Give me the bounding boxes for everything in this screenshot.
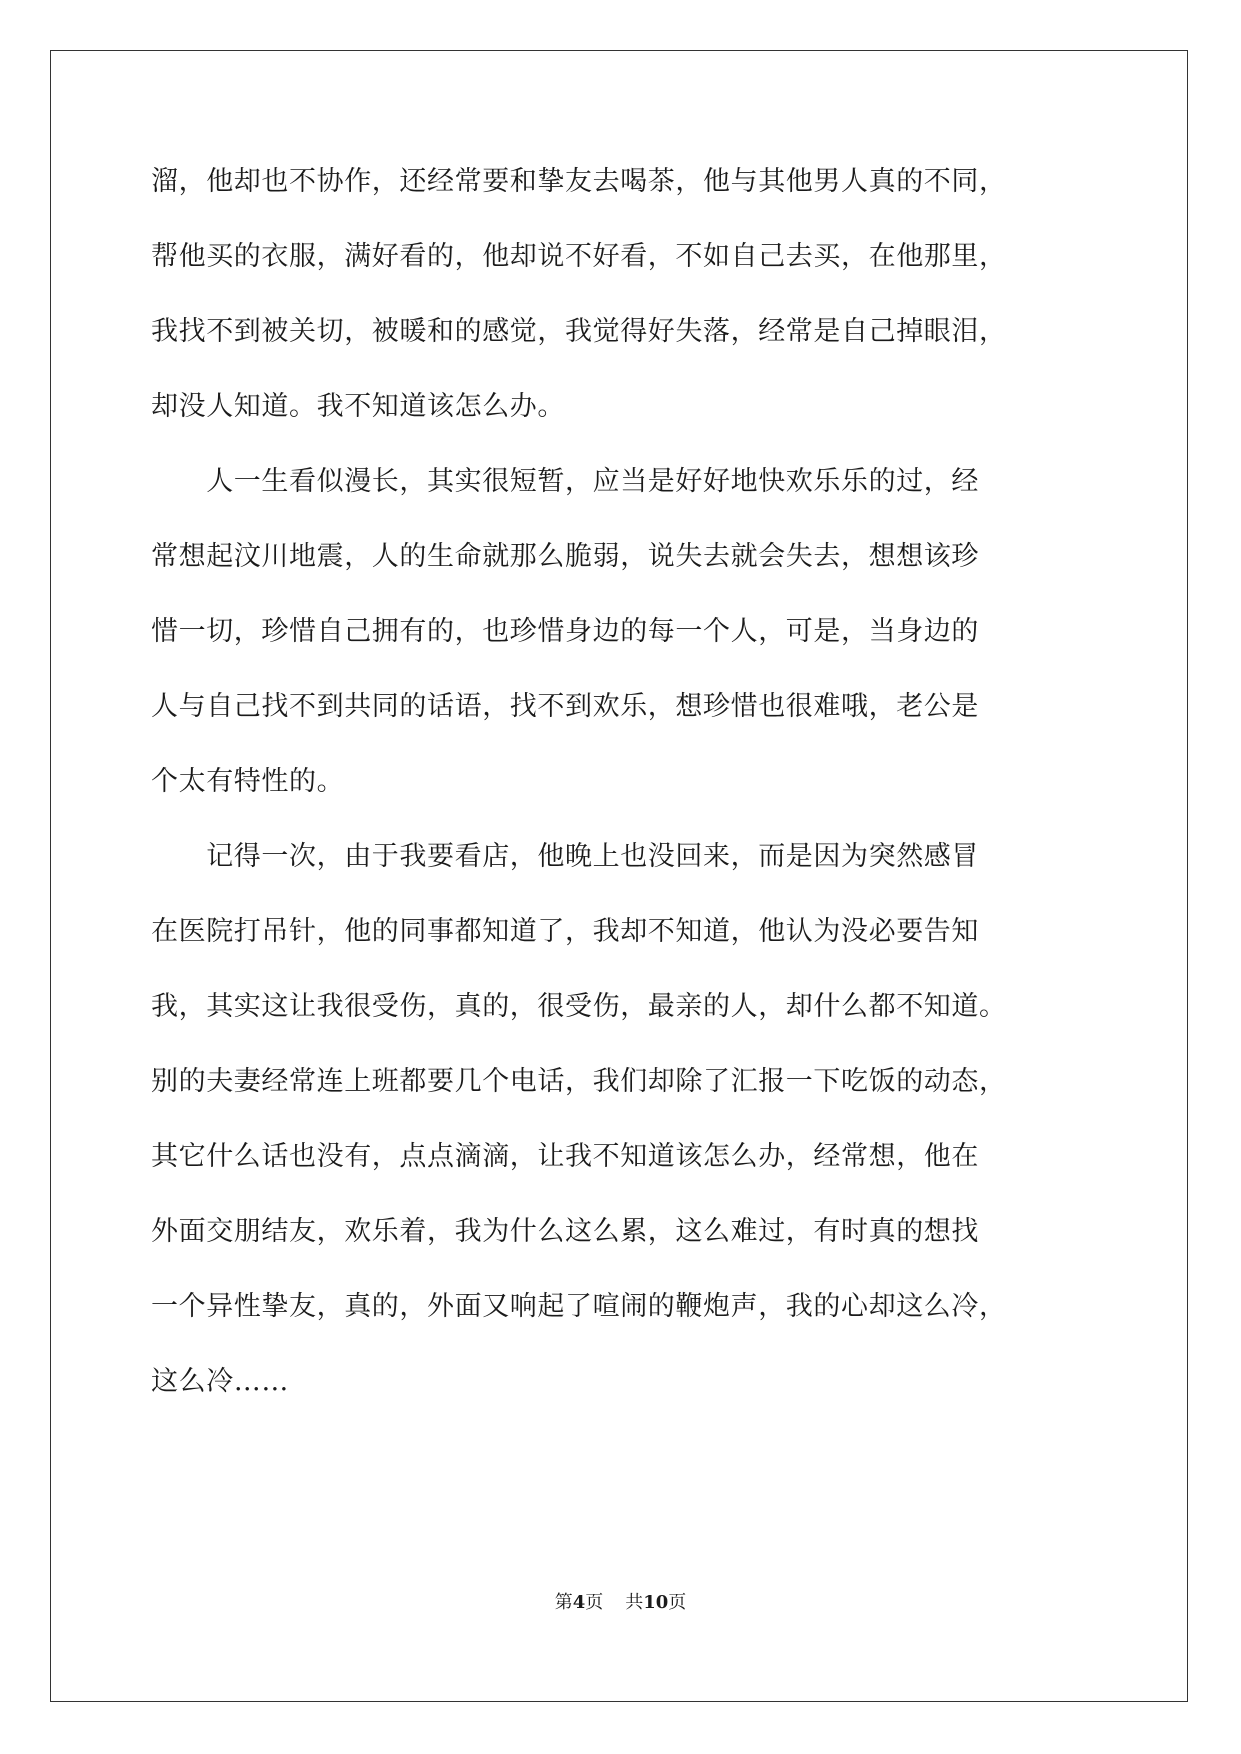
text-line: 惜一切，珍惜自己拥有的，也珍惜身边的每一个人，可是，当身边的: [151, 616, 979, 647]
total-label-suffix: 页: [668, 1592, 687, 1613]
text-line: 别的夫妻经常连上班都要几个电话，我们却除了汇报一下吃饭的动态，: [151, 1066, 1007, 1097]
text-line: 在医院打吊针，他的同事都知道了，我却不知道，他认为没必要告知: [151, 916, 979, 947]
total-pages: 10: [643, 1592, 669, 1613]
total-label-prefix: 共: [625, 1592, 644, 1613]
text-line: 常想起汶川地震，人的生命就那么脆弱，说失去就会失去，想想该珍: [151, 541, 979, 572]
text-line: 帮他买的衣服，满好看的，他却说不好看，不如自己去买，在他那里，: [151, 241, 1007, 272]
text-line: 外面交朋结友，欢乐着，我为什么这么累，这么难过，有时真的想找: [151, 1216, 979, 1247]
text-line: 一个异性挚友，真的，外面又响起了喧闹的鞭炮声，我的心却这么冷，: [151, 1291, 1007, 1322]
text-line: 我找不到被关切，被暖和的感觉，我觉得好失落，经常是自己掉眼泪，: [151, 316, 1007, 347]
text-line: 这么冷……: [151, 1366, 289, 1397]
text-line: 我，其实这让我很受伤，真的，很受伤，最亲的人，却什么都不知道。: [151, 991, 1007, 1022]
text-line: 其它什么话也没有，点点滴滴，让我不知道该怎么办，经常想，他在: [151, 1141, 979, 1172]
text-line: 人一生看似漫长，其实很短暂，应当是好好地快欢乐乐的过，经: [151, 466, 979, 497]
text-line: 却没人知道。我不知道该怎么办。: [151, 391, 565, 422]
text-line: 溜，他却也不协作，还经常要和挚友去喝茶，他与其他男人真的不同，: [151, 166, 1007, 197]
text-line: 记得一次，由于我要看店，他晚上也没回来，而是因为突然感冒: [151, 841, 979, 872]
page-number: 4: [572, 1592, 586, 1613]
page-label-suffix: 页: [585, 1592, 604, 1613]
page-footer: [0, 1588, 1241, 1614]
page-label-prefix: 第: [554, 1592, 573, 1613]
text-line: 个太有特性的。: [151, 766, 345, 797]
text-line: 人与自己找不到共同的话语，找不到欢乐，想珍惜也很难哦，老公是: [151, 691, 979, 722]
